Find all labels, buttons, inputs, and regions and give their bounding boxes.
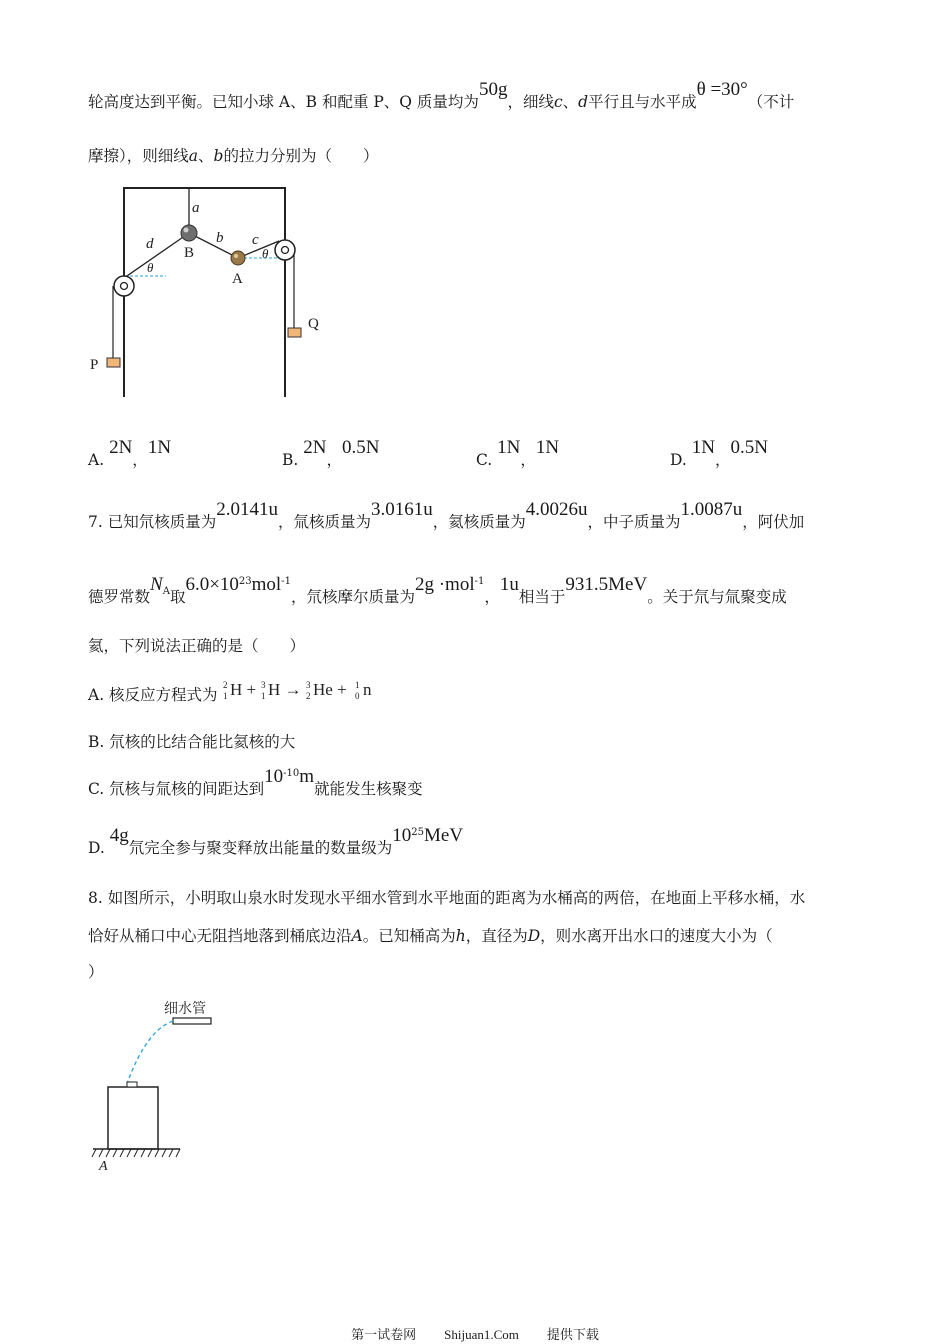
svg-text:1: 1: [222, 691, 227, 701]
mass-value: 50g: [478, 79, 508, 100]
q7-line-2: 德罗常数$N_A$取$6.0\times 10^{23}mol^{-1}$，氘核摩尔质量为2g ·mol$^{-1}$，1u相当于931.5MeV。关于氘与氚聚变成: [88, 574, 787, 606]
svg-text:2: 2: [222, 680, 227, 690]
point-A-label: A: [99, 1159, 108, 1174]
q6-option-d[interactable]: D. 1N，0.5N: [670, 437, 768, 469]
svg-text:2: 2: [305, 691, 310, 701]
svg-text:3: 3: [260, 680, 265, 690]
water-bucket-diagram: [88, 995, 228, 1175]
svg-text:0: 0: [354, 691, 359, 701]
label-P: P: [90, 357, 99, 373]
svg-text:H +: H +: [229, 680, 256, 699]
svg-text:1: 1: [260, 691, 265, 701]
q8-line-3: ）: [88, 963, 104, 981]
q7-line-1: 7. 已知氘核质量为2.0141u，氚核质量为3.0161u，氦核质量为4.0026u，中子质量为1.0087u，阿伏加: [88, 499, 805, 531]
q7-option-b[interactable]: B. 氘核的比结合能比氦核的大: [88, 733, 296, 751]
label-B: B: [184, 245, 195, 261]
q7-line-3: 氦，下列说法正确的是（ ）: [88, 637, 306, 655]
pulley-diagram: [86, 180, 346, 405]
svg-text:He +: He +: [312, 680, 347, 699]
svg-text:3: 3: [305, 680, 310, 690]
q7-option-c[interactable]: C. 氘核与氚核的间距达到$10^{-10}m$就能发生核聚变: [88, 766, 423, 798]
page-footer: 第一试卷网 Shijuan1.Com 提供下载: [351, 1327, 599, 1343]
theta-value: θ =30°: [696, 79, 748, 100]
svg-text:1: 1: [354, 680, 359, 690]
q6-option-b[interactable]: B. 2N，0.5N: [282, 437, 380, 469]
q6-option-a[interactable]: A. 2N，1N: [88, 437, 172, 469]
q7-option-d[interactable]: D. 4g氘完全参与聚变释放出能量的数量级为$10^{25}MeV$: [88, 825, 464, 857]
svg-text:n: n: [362, 680, 371, 699]
q8-line-1: 8. 如图所示，小明取山泉水时发现水平细水管到水平地面的距离为水桶高的两倍，在地面上平移水桶，水: [88, 889, 806, 907]
svg-text:H →: H →: [267, 680, 302, 699]
q7-option-a[interactable]: A. 核反应方程式为 2 1 H + 3 1 H → 3 2 He + 1 0 n: [88, 680, 393, 706]
pipe-label: 细水管: [164, 1001, 206, 1017]
label-d: d: [146, 236, 154, 252]
q6-line-1: 轮高度达到平衡。已知小球 A、B 和配重 P、Q 质量均为50g，细线c、d平行且与水平成θ =30°（不计: [88, 79, 795, 111]
label-theta-right: θ: [262, 246, 269, 261]
label-theta-left: θ: [147, 260, 154, 275]
q6-line-2: 摩擦），则细线a、b的拉力分别为（ ）: [88, 147, 379, 165]
label-c: c: [252, 232, 259, 248]
q8-line-2: 恰好从桶口中心无阻挡地落到桶底边沿A。已知桶高为h，直径为D，则水离开出水口的速度大小为（: [88, 927, 773, 945]
label-Q: Q: [308, 316, 319, 332]
label-b: b: [216, 230, 224, 246]
q6-option-c[interactable]: C. 1N，1N: [476, 437, 560, 469]
label-A: A: [232, 271, 243, 287]
nuclear-equation: [223, 680, 393, 706]
label-a: a: [192, 200, 200, 216]
